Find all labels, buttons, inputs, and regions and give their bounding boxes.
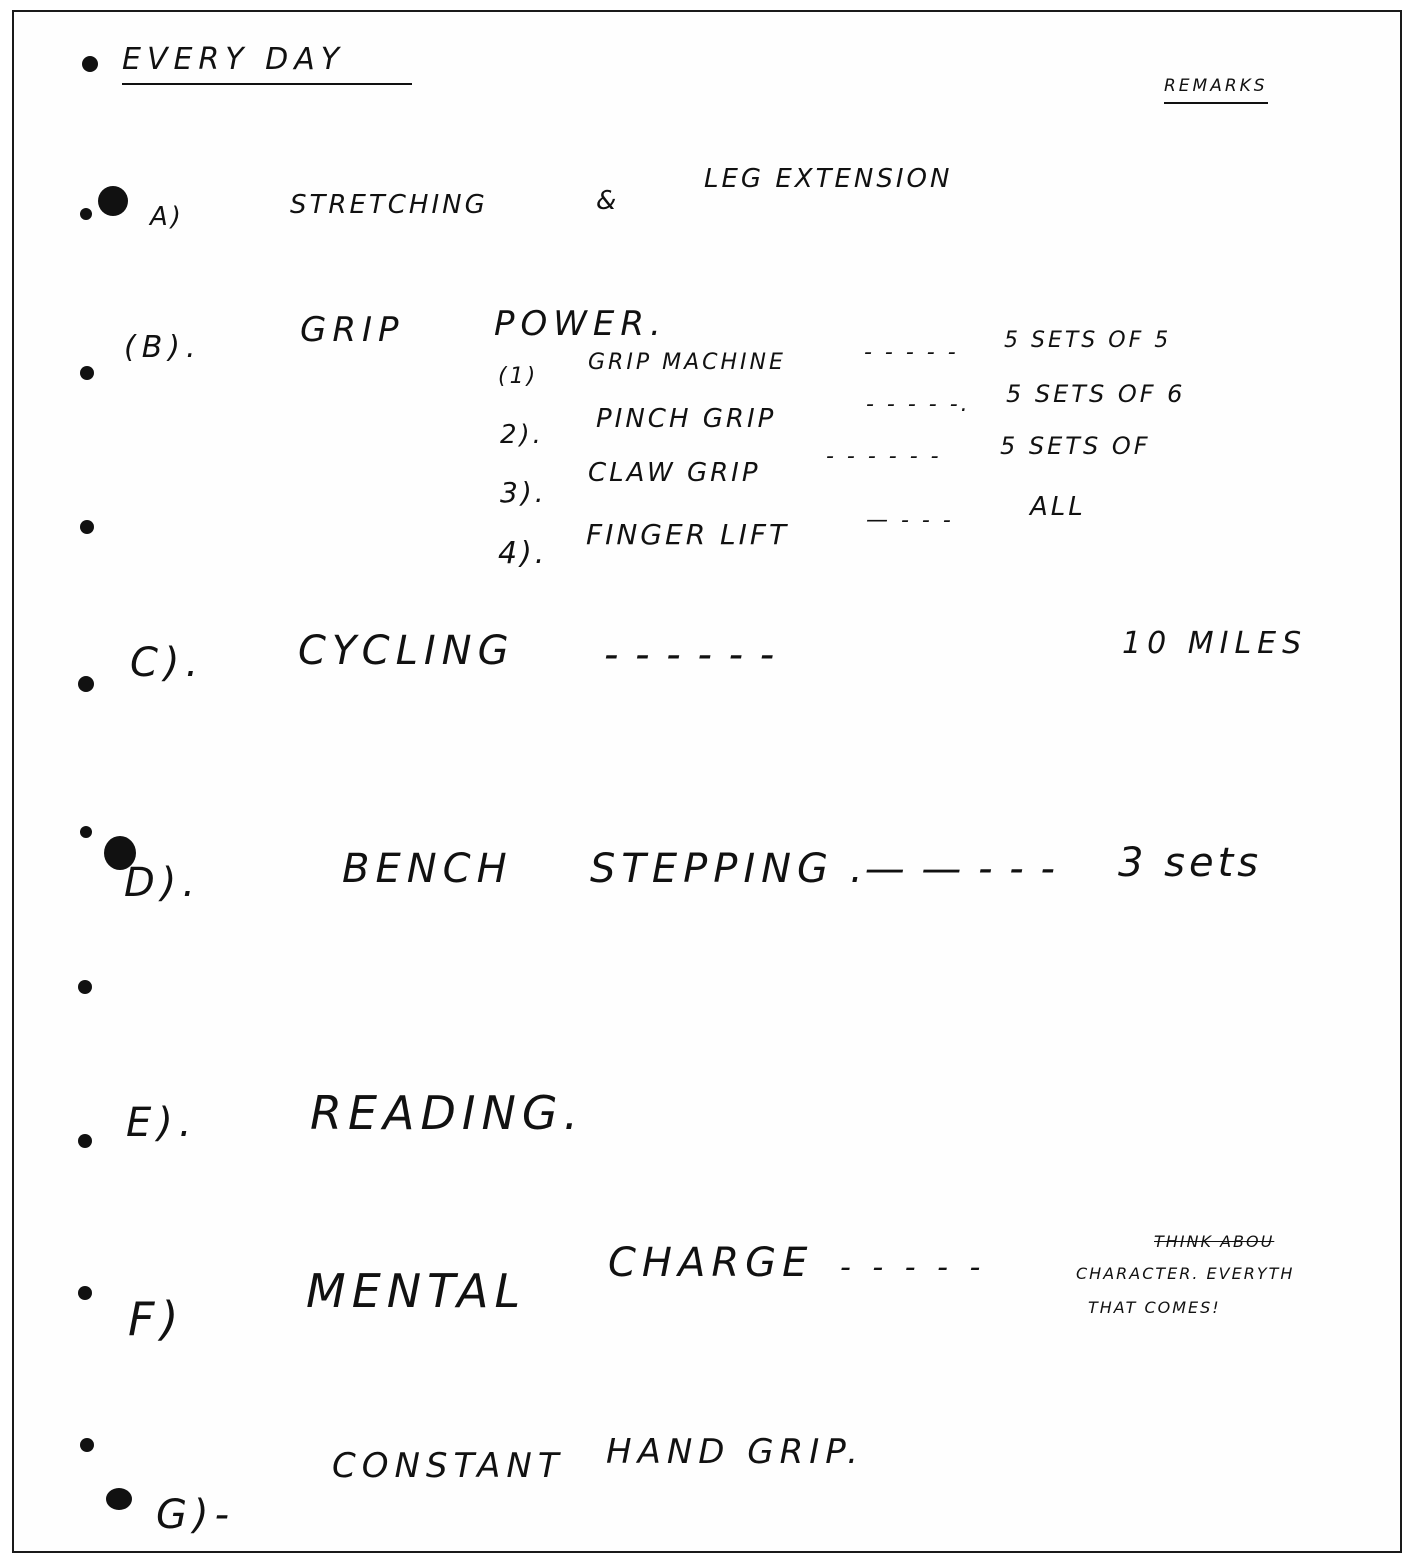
grip-sub-2-dashes: - - - - -. bbox=[866, 392, 971, 417]
item-f-remark-line-2: THAT COMES! bbox=[1088, 1298, 1221, 1317]
item-f-dashes: - - - - - bbox=[840, 1250, 987, 1285]
bullet-dot bbox=[80, 366, 94, 380]
item-b-marker: (B). bbox=[124, 330, 202, 365]
bullet-dot bbox=[98, 186, 128, 216]
item-b-text: GRIP bbox=[300, 310, 405, 350]
item-d-text: BENCH bbox=[342, 846, 513, 892]
remarks-label-text: REMARKS bbox=[1164, 76, 1268, 104]
grip-sub-3-dashes: - - - - - - bbox=[826, 444, 942, 469]
item-d-dashes: .— — - - - bbox=[850, 846, 1057, 892]
grip-sub-2-num: 2). bbox=[500, 420, 544, 450]
item-f-remark-line-1: CHARACTER. EVERYTH bbox=[1076, 1264, 1295, 1283]
grip-sub-3-num: 3). bbox=[500, 476, 547, 509]
bullet-dot bbox=[78, 1134, 92, 1148]
bullet-dot bbox=[78, 676, 94, 692]
grip-sub-3-text: CLAW GRIP bbox=[588, 458, 761, 488]
bullet-dot bbox=[80, 1438, 94, 1452]
item-d-marker: D). bbox=[124, 860, 202, 906]
grip-sub-4-num: 4). bbox=[498, 536, 548, 571]
item-c-marker: C). bbox=[130, 640, 205, 686]
remarks-label bbox=[1164, 76, 1268, 96]
item-c-remark: 10 MILES bbox=[1122, 626, 1308, 661]
grip-sub-1-dashes: - - - - - bbox=[864, 340, 959, 365]
bullet-dot bbox=[78, 980, 92, 994]
grip-sub-4-dashes: — - - - bbox=[866, 508, 954, 533]
item-b-extra: POWER. bbox=[494, 304, 667, 344]
grip-sub-2-text: PINCH GRIP bbox=[596, 404, 777, 434]
grip-sub-2-reps: 5 SETS OF 6 bbox=[1006, 380, 1186, 408]
item-g-marker: G)- bbox=[156, 1492, 236, 1538]
grip-sub-1-num: (1) bbox=[498, 364, 539, 389]
item-a-ampersand: & bbox=[596, 186, 620, 216]
item-g-text: CONSTANT bbox=[332, 1446, 565, 1486]
item-d-extra: STEPPING bbox=[590, 846, 835, 892]
item-f-text: MENTAL bbox=[306, 1264, 527, 1318]
bullet-dot bbox=[80, 208, 92, 220]
item-g-extra: HAND GRIP. bbox=[606, 1432, 864, 1472]
handwritten-page bbox=[12, 10, 1402, 1553]
grip-sub-3-reps: 5 SETS OF bbox=[1000, 432, 1151, 460]
item-e-text: READING. bbox=[310, 1086, 585, 1140]
bullet-dot bbox=[82, 56, 98, 72]
page-heading: EVERY DAY bbox=[122, 42, 412, 85]
item-c-text: CYCLING bbox=[298, 628, 515, 674]
grip-sub-1-text: GRIP MACHINE bbox=[588, 350, 786, 375]
grip-sub-4-text: FINGER LIFT bbox=[586, 518, 790, 551]
item-d-remark: 3 sets bbox=[1118, 840, 1263, 886]
grip-sub-1-reps: 5 SETS OF 5 bbox=[1004, 328, 1172, 353]
item-e-marker: E). bbox=[126, 1100, 198, 1146]
item-c-dashes: - - - - - - bbox=[604, 632, 777, 678]
bullet-dot bbox=[80, 826, 92, 838]
item-f-extra: CHARGE bbox=[608, 1240, 814, 1286]
bullet-dot bbox=[80, 520, 94, 534]
grip-sub-4-reps: ALL bbox=[1030, 492, 1086, 522]
item-a-text: STRETCHING bbox=[290, 190, 488, 220]
item-a-marker: A) bbox=[150, 202, 184, 232]
bullet-dot bbox=[78, 1286, 92, 1300]
item-a-extra: LEG EXTENSION bbox=[704, 164, 953, 194]
item-f-remark-struck: THINK ABOU bbox=[1154, 1232, 1275, 1251]
item-f-marker: F) bbox=[128, 1292, 185, 1346]
bullet-dot bbox=[106, 1488, 132, 1510]
